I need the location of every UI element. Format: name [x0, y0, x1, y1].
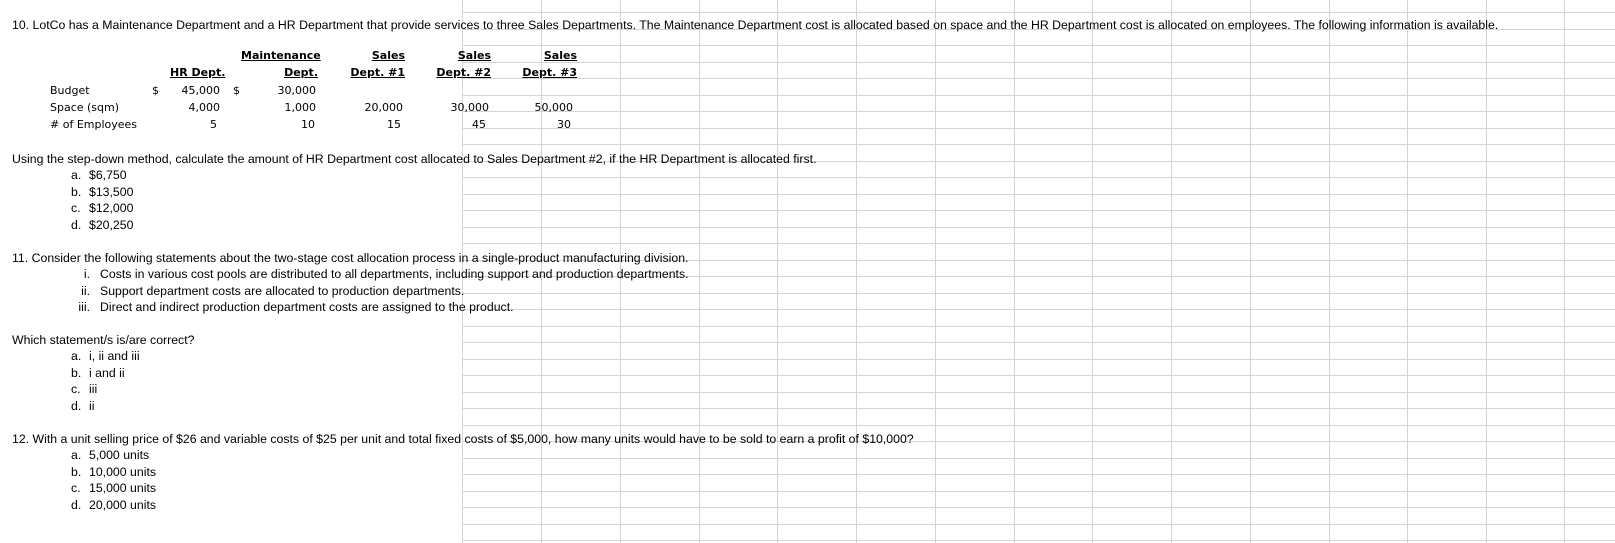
option-c: c. iii	[71, 382, 98, 396]
space-sales-1-value: 20,000	[364, 101, 403, 114]
statement-i: i. Costs in various cost pools are distributed to all departments, including support and production departments.	[83, 267, 689, 281]
option-a: a. 5,000 units	[71, 448, 150, 462]
employees-sales-3-value: 30	[557, 118, 571, 131]
header-sales-2-bottom: Dept. #2	[436, 66, 491, 79]
option-c: c. $12,000	[71, 201, 134, 215]
currency-symbol: $	[152, 84, 159, 97]
budget-maintenance-value: 30,000	[277, 84, 316, 97]
header-sales-3-top: Sales	[543, 49, 577, 62]
option-a: a. $6,750	[71, 168, 127, 182]
option-d: d. $20,250	[71, 218, 134, 232]
header-sales-1-top: Sales	[371, 49, 405, 62]
employees-maintenance-value: 10	[301, 118, 315, 131]
row-label-budget: Budget	[50, 84, 90, 97]
question-10-prompt: Using the step-down method, calculate the amount of HR Department cost allocated to Sales Department #2, if the HR Department is allocated first.	[12, 152, 817, 166]
header-maintenance-top: Maintenance	[241, 49, 321, 62]
space-hr-value: 4,000	[188, 101, 220, 114]
question-12-text: 12. With a unit selling price of $26 and variable costs of $25 per unit and total fixed costs of $5,000, how many units would have to be sold to earn a profit of $10,000?	[12, 432, 914, 446]
question-11-prompt: Which statement/s is/are correct?	[12, 333, 195, 347]
option-b: b. $13,500	[71, 185, 134, 199]
employees-hr-value: 5	[210, 118, 217, 131]
currency-symbol: $	[233, 84, 240, 97]
statement-iii: iii. Direct and indirect production department costs are assigned to the product.	[78, 300, 514, 314]
option-b: b. i and ii	[71, 366, 125, 380]
option-c: c. 15,000 units	[71, 481, 157, 495]
header-sales-3-bottom: Dept. #3	[522, 66, 577, 79]
employees-sales-1-value: 15	[387, 118, 401, 131]
space-sales-3-value: 50,000	[534, 101, 573, 114]
header-maintenance-bottom: Dept.	[284, 66, 318, 79]
space-maintenance-value: 1,000	[284, 101, 316, 114]
header-sales-1-bottom: Dept. #1	[350, 66, 405, 79]
statement-ii: ii. Support department costs are allocated to production departments.	[81, 284, 465, 298]
question-10-text: 10. LotCo has a Maintenance Department and a HR Department that provide services to three Sales Departments. The Maintenance Department cost is allocated based on space and the HR Department cost is allocated on employees. The following information is available.	[12, 18, 1499, 32]
row-label-employees: # of Employees	[50, 118, 138, 131]
option-b: b. 10,000 units	[71, 465, 157, 479]
space-sales-2-value: 30,000	[450, 101, 489, 114]
employees-sales-2-value: 45	[472, 118, 486, 131]
question-11-text: 11. Consider the following statements about the two-stage cost allocation process in a single-product manufacturing division.	[12, 251, 689, 265]
header-sales-2-top: Sales	[457, 49, 491, 62]
budget-hr-value: 45,000	[181, 84, 220, 97]
option-a: a. i, ii and iii	[71, 349, 140, 363]
option-d: d. ii	[71, 399, 95, 413]
option-d: d. 20,000 units	[71, 498, 157, 512]
header-hr-dept: HR Dept.	[170, 66, 226, 79]
row-label-space: Space (sqm)	[50, 101, 120, 114]
